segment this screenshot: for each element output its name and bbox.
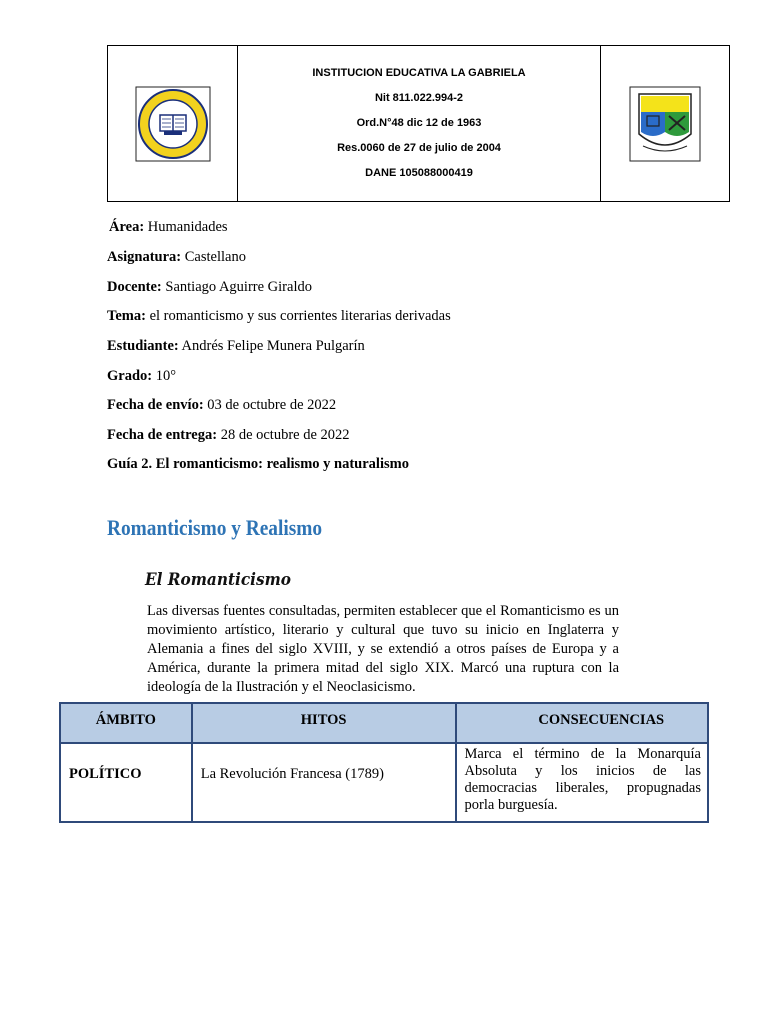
guide-title: Guía 2. El romanticismo: realismo y naturalismo [107, 456, 409, 472]
cell-consecuencia: Marca el término de la Monarquía Absoluta y los inicios de las democracias liberales, propugnadas porla burguesía. [456, 743, 708, 822]
table-row [60, 743, 708, 822]
fecha-envio-line: Fecha de envío: 03 de octubre de 2022 [107, 397, 337, 413]
intro-paragraph: Las diversas fuentes consultadas, permiten establecer que el Romanticismo es un movimiento artístico, literario y cultural que tuvo su inicio en Inglaterra y Alemania a fines del siglo XVIII, y se extendió a otros países de Europa y a América, durante la primera mitad del siglo XIX. Marcó una ruptura con la ideología de la Ilustración y el Neoclasicismo. [147, 603, 619, 695]
docente-line: Docente: Santiago Aguirre Giraldo [107, 279, 312, 295]
header-ambito: ÁMBITO [60, 703, 192, 743]
letterhead-text [238, 46, 601, 201]
asignatura-line: Asignatura: Castellano [107, 249, 246, 265]
section-title: Romanticismo y Realismo [107, 515, 323, 540]
letterhead-left-cell [108, 46, 238, 201]
header-consecuencias: CONSECUENCIAS [456, 703, 708, 743]
nit-number: Nit 811.022.994-2 [374, 92, 464, 104]
estudiante-line: Estudiante: Andrés Felipe Munera Pulgarín [107, 338, 365, 354]
cell-hito: La Revolución Francesa (1789) [192, 743, 456, 822]
grado-line: Grado: 10° [107, 368, 177, 384]
tema-line: Tema: el romanticismo y sus corrientes literarias derivadas [107, 308, 451, 324]
letterhead-table [107, 45, 730, 202]
table-header-row [60, 703, 708, 743]
milestones-table [59, 702, 709, 823]
municipality-shield [629, 86, 701, 162]
dane-code: DANE 105088000419 [365, 167, 473, 179]
subsection-title: El Romanticismo [145, 570, 291, 590]
letterhead-right-cell [601, 46, 729, 201]
resolution: Res.0060 de 27 de julio de 2004 [337, 142, 501, 154]
ordinance: Ord.N°48 dic 12 de 1963 [356, 117, 482, 129]
header-hitos: HITOS [192, 703, 456, 743]
cell-ambito: POLÍTICO [60, 743, 192, 822]
institution-name: INSTITUCION EDUCATIVA LA GABRIELA [312, 67, 526, 79]
school-logo [134, 85, 212, 163]
area-line: Área: Humanidades [109, 219, 228, 235]
fecha-entrega-line: Fecha de entrega: 28 de octubre de 2022 [107, 427, 350, 443]
